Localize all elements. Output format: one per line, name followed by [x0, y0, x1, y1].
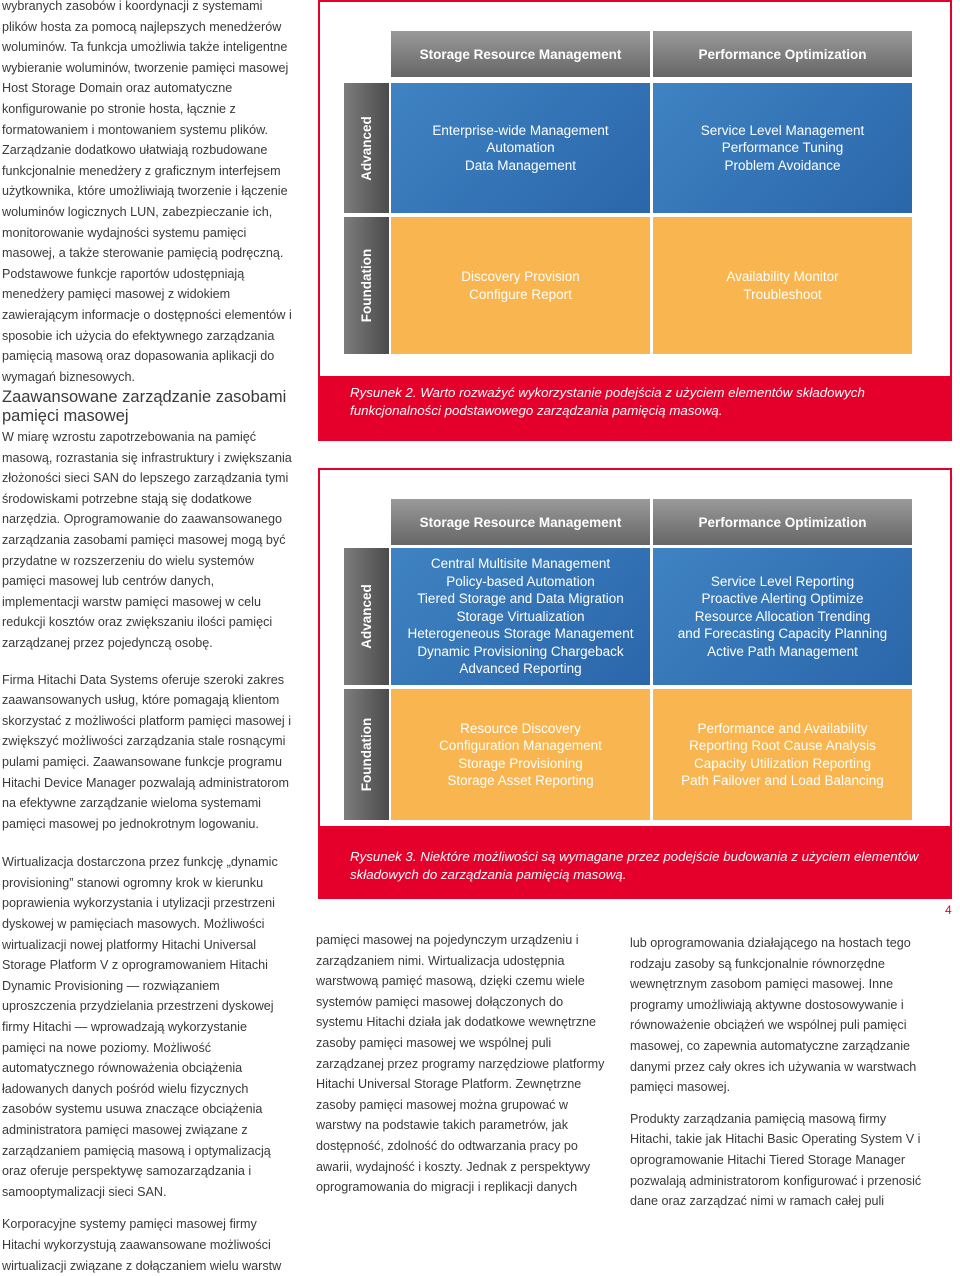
fig3-cell-line: Capacity Utilization Reporting [693, 755, 872, 771]
fig2-cell-line: Availability Monitor [726, 269, 839, 284]
fig3-header-performance-optimization: Performance Optimization [653, 499, 912, 545]
right-paragraph-1: lub oprogramowania działającego na hostach tego rodzaju zasoby są funkcjonalnie równorzędne wewnętrznym zasobom pamięci masowej. Inne programy umożliwiają aktywne dostosowywanie i równoważenie obciążeń we wspólnej puli pamięci masowej, co zapewnia automatyczne zarządzanie danymi przez cały okres ich używania w warstwach pamięci masowej. [630, 936, 917, 1095]
fig3-cell-line: Configuration Management [439, 738, 602, 753]
fig3-cell-line: Central Multisite Management [430, 556, 611, 572]
fig2-cell-line: Problem Avoidance [724, 157, 841, 173]
fig2-caption: Rysunek 2. Warto rozważyć wykorzystanie podejścia z użyciem elementów składowych funkcjonalności podstawowego zarządzania pamięcią masową. [320, 376, 950, 439]
fig3-cell-line: Resource Discovery [460, 720, 581, 736]
right-paragraph-2: Produkty zarządzania pamięcią masową firmy Hitachi, takie jak Hitachi Basic Operating System V i oprogramowanie Hitachi Tiered Storage Manager pozwalają administratorom konfigurować i przenosić dane oraz zarządzać nimi w ramach całej puli [630, 1111, 922, 1209]
middle-column [316, 930, 608, 1198]
fig3-cell-line: Storage Asset Reporting [447, 773, 594, 788]
fig3-cell-line: Proactive Alerting Optimize [701, 591, 864, 607]
fig3-cell-line: Performance and Availability [697, 720, 868, 736]
virtualization-paragraph-1: Wirtualizacja dostarczona przez funkcję „dynamic provisioning” stanowi ogromny krok w kierunku poprawienia wykorzystania i utylizacji przestrzeni dyskowej w pamięciach masowych. Możliwości wirtualizacji nowej platformy Hitachi Universal Storage Platform V z oprogramowaniem Hitachi Dynamic Provisioning — rozwiązaniem uproszczenia przydzielania przestrzeni dyskowej firmy Hitachi — wprowadzają wykorzystanie pamięci na nowe poziomy. Możliwość automatycznego równoważenia obciążenia ładowanych danych pośród wielu fizycznych zasobów systemu usuwa znaczące obciążenia administratora pamięci masowej związane z zarządzaniem pamięcią masową i optymalizacją oraz oferuje perspektywę samozarządzania i samooptymalizacji sieci SAN. [2, 855, 278, 1199]
fig3-cell-line: and Forecasting Capacity Planning [677, 626, 888, 642]
middle-paragraph: pamięci masowej na pojedynczym urządzeniu i zarządzaniem nimi. Wirtualizacja udostępnia warstwową pamięć masową, dzięki czemu wiele systemów pamięci masowej dołączonych do systemu Hitachi działa jak dodatkowe wewnętrzne zasoby pamięci masowej we wspólnej puli zarządzanej przez programy narzędziowe platformy Hitachi Universal Storage Platform. Zewnętrzne zasoby pamięci masowej można grupować w warstwy na podstawie takich parametrów, jak dostępność, zdolność do odtwarzania pracy po awarii, wydajność i koszty. Jednak z perspektywy oprogramowania do migracji i replikacji danych [316, 933, 605, 1195]
section-title: Zaawansowane zarządzanie zasobami pamięci masowej [2, 388, 287, 425]
fig3-cell-line: Tiered Storage and Data Migration [417, 591, 624, 607]
fig2-cell-line: Performance Tuning [721, 140, 844, 156]
fig3-foundation-performance-cell [653, 689, 912, 820]
fig3-cell-line: Advanced Reporting [459, 661, 582, 677]
fig3-cell-line: Heterogeneous Storage Management [407, 626, 634, 642]
fig2-advanced-performance-cell [653, 83, 912, 213]
fig3-caption: Rysunek 3. Niektóre możliwości są wymagane przez podejście budowania z użyciem elementów składowych do zarządzania pamięcią masową. [320, 826, 950, 897]
page-number: 4 [945, 903, 952, 917]
fig2-cell-line: Enterprise-wide Management [432, 122, 609, 138]
fig3-cell-line: Path Failover and Load Balancing [681, 773, 884, 788]
fig3-cell-line: Active Path Management [707, 643, 858, 659]
fig2-header-performance-optimization: Performance Optimization [653, 31, 912, 77]
fig3-advanced-storage-cell [391, 548, 650, 685]
fig2-foundation-storage-cell [391, 217, 650, 354]
virtualization-paragraph-2: Korporacyjne systemy pamięci masowej firmy Hitachi wykorzystują zaawansowane możliwości wirtualizacji związane z dołączaniem wielu warstw [2, 1217, 282, 1273]
intro-paragraph: wybranych zasobów i koordynacji z systemami plików hosta za pomocą najlepszych menedżerów woluminów. Ta funkcja umożliwia także inteligentne wybieranie woluminów, tworzenie pamięci masowej Host Storage Domain oraz automatyczne konfigurowanie po stronie hosta, łącznie z formatowaniem i montowaniem systemu plików. Zarządzanie dodatkowo ułatwiają rozbudowane funkcjonalnie menedżery z graficznym interfejsem użytkownika, które umożliwiają tworzenie i łączenie woluminów logicznych LUN, zabezpieczanie ich, monitorowanie wydajności systemu pamięci masowej, a także sterowanie pamięcią podręczną. Podstawowe funkcje raportów udostępniają menedżery pamięci masowej z widokiem zawierającym informacje o dostępności elementów i sposobie ich użycia do efektywnego zarządzania pamięcią masową oraz dopasowania aplikacji do wymagań biznesowych. [2, 0, 292, 384]
fig2-advanced-storage-cell [391, 83, 650, 213]
fig2-header-storage-resource-management: Storage Resource Management [391, 31, 650, 77]
fig2-cell-line: Troubleshoot [743, 286, 822, 302]
fig2-cell-line: Discovery Provision [461, 269, 580, 284]
figure-2 [318, 0, 952, 441]
fig3-cell-line: Service Level Reporting [710, 573, 855, 589]
fig2-cell-line: Configure Report [469, 286, 572, 302]
section-paragraph-2: Firma Hitachi Data Systems oferuje szeroki zakres zaawansowanych usług, które pomagają klientom skorzystać z możliwości platform pamięci masowej i zwiększyć możliwości zarządzania stale rosnącymi pulami pamięci. Zaawansowane funkcje programu Hitachi Device Manager pozwalają administratorom na efektywne zarządzanie wieloma systemami pamięci masowej po jednokrotnym logowaniu. [2, 672, 292, 831]
figure-3 [318, 468, 952, 899]
fig2-cell-line: Automation [486, 140, 555, 156]
right-column [630, 933, 922, 1212]
fig2-cell-line: Service Level Management [700, 122, 865, 138]
fig3-cell-line: Storage Provisioning [458, 755, 583, 771]
fig3-row-label-foundation: Foundation [344, 689, 389, 820]
fig3-cell-line: Reporting Root Cause Analysis [689, 738, 876, 753]
section-paragraph-1: W miarę wzrostu zapotrzebowania na pamięć masową, rozrastania się infrastruktury i zwiększania złożoności sieci SAN do lepszego zarządzania tymi środowiskami potrzebne stają się dodatkowe narzędzia. Oprogramowanie do zaawansowanego zarządzania zasobami pamięci masowej mogą być przydatne w rozszerzeniu do wielu systemów pamięci masowej lub centrów danych, implementacji warstw pamięci masowej w celu redukcji kosztów oraz zwiększaniu ilości pamięci zarządzanej przez pojedynczą osobę. [2, 430, 292, 650]
fig3-foundation-storage-cell [391, 689, 650, 820]
fig3-cell-line: Resource Allocation Trending [694, 608, 871, 624]
left-column [2, 0, 292, 1276]
fig3-advanced-performance-cell [653, 548, 912, 685]
fig3-cell-line: Dynamic Provisioning Chargeback [417, 643, 624, 659]
fig2-cell-line: Data Management [464, 157, 577, 173]
fig2-foundation-performance-cell [653, 217, 912, 354]
fig3-header-storage-resource-management: Storage Resource Management [391, 499, 650, 545]
fig2-row-label-foundation: Foundation [344, 217, 389, 354]
fig3-cell-line: Storage Virtualization [456, 608, 585, 624]
fig3-cell-line: Policy-based Automation [446, 573, 595, 589]
fig2-row-label-advanced: Advanced [344, 83, 389, 213]
fig3-row-label-advanced: Advanced [344, 548, 389, 685]
